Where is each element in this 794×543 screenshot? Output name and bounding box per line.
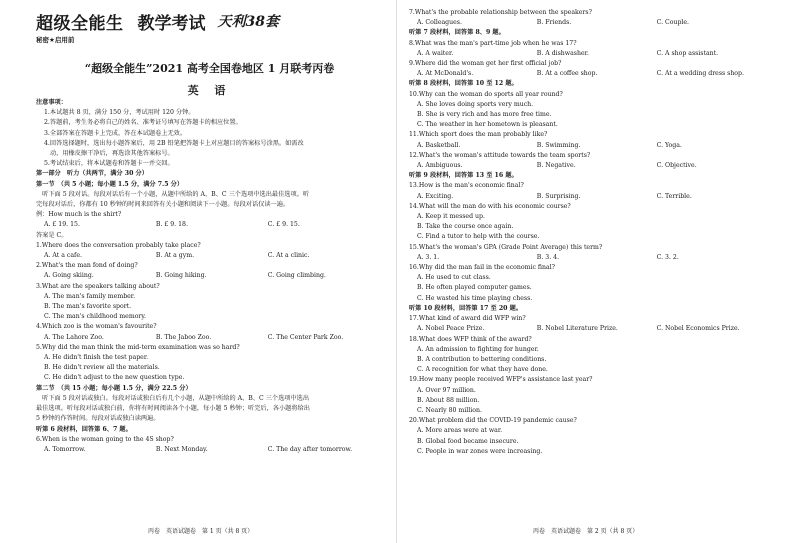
part1-heading: 第一部分 听力（共两节，满分 30 分） [36, 170, 148, 178]
option-b: B. The Jaboo Zoo. [155, 333, 212, 341]
option-c: C. Yoga. [656, 141, 682, 149]
question-10: 10.Why can the woman do sports all year round? [409, 90, 563, 98]
subject-title: 英 语 [187, 84, 232, 97]
option-a: A. Tomorrow. [44, 445, 86, 453]
option-a: A. Exciting. [417, 192, 454, 200]
brand-badge: 天利38套 [217, 14, 279, 30]
segment-9-heading: 听第 9 段材料，回答第 13 至 16 题。 [409, 172, 518, 180]
option-c: C. Objective. [656, 162, 697, 170]
question-4-options [36, 333, 383, 343]
question-13-options [409, 192, 780, 202]
option-c: C. The Center Park Zoo. [267, 333, 344, 341]
option-a: A. £ 19. 15. [44, 221, 80, 229]
option-a: A. An admission to fighting for hunger. [417, 345, 539, 353]
question-19: 19.How many people received WFP's assistance last year? [409, 376, 593, 384]
brand-header [36, 8, 383, 34]
option-a: A. He didn't finish the test paper. [44, 354, 149, 362]
segment-6-heading: 听第 6 段材料，回答第 6、7 题。 [36, 425, 132, 433]
option-a: A. At McDonald's. [417, 70, 474, 78]
segment-7-heading: 听第 7 段材料，回答第 8、9 题。 [409, 29, 505, 37]
option-b: B. 3. 4. [536, 253, 560, 261]
option-a: A. The man's family member. [44, 292, 136, 300]
option-a: A. Keep it messed up. [417, 213, 485, 221]
option-b: B. About 88 million. [417, 396, 480, 404]
question-11: 11.Which sport does the man probably like? [409, 131, 548, 139]
section1-instruction-1: 听下面 5 段对话。每段对话后有一个小题，从题中所给的 A、B、C 三个选项中选出最佳选项。听 [36, 190, 310, 198]
option-b: B. He didn't review all the materials. [44, 364, 160, 372]
example-options [36, 220, 383, 230]
notice-2: 2.答题前，考生务必将自己的姓名、准考证号填写在答题卡的相应位置。 [44, 119, 242, 127]
question-2: 2.What's the man fond of doing? [36, 262, 138, 270]
question-9: 9.Where did the woman get her first official job? [409, 60, 562, 68]
option-a: A. She loves doing sports very much. [417, 100, 534, 108]
page-footer: 丙卷 英语试题卷 第 1 页（共 8 页） [148, 528, 254, 535]
option-c: C. At a clinic. [267, 252, 310, 260]
question-1-options [36, 251, 383, 261]
exam-page-2 [397, 0, 794, 543]
option-b: B. Nobel Literature Prize. [536, 325, 618, 333]
notice-heading: 注意事项： [36, 99, 67, 106]
question-8: 8.What was the man's part-time job when he was 17? [409, 39, 577, 47]
segment-8-heading: 听第 8 段材料，回答第 10 至 12 题。 [409, 80, 518, 88]
option-a: A. Over 97 million. [417, 386, 476, 394]
option-c: C. The day after tomorrow. [267, 445, 353, 453]
page-footer: 丙卷 英语试题卷 第 2 页（共 8 页） [533, 528, 639, 535]
notice-3: 3.全部答案在答题卡上完成，答在本试题卷上无效。 [44, 129, 187, 137]
option-c: C. Terrible. [656, 192, 692, 200]
option-c: C. The weather in her hometown is pleasant. [417, 121, 558, 129]
question-12: 12.What's the woman's attitude towards the team sports? [409, 151, 591, 159]
question-20: 20.What problem did the COVID-19 pandemic cause? [409, 417, 577, 425]
question-17: 17.What kind of award did WFP win? [409, 315, 526, 323]
option-a: A. Basketball. [417, 141, 461, 149]
option-b: B. A dishwasher. [536, 49, 589, 57]
option-a: A. More areas were at war. [417, 427, 503, 435]
option-c: C. He didn't adjust to the new question type. [44, 374, 185, 382]
option-b: B. At a coffee shop. [536, 70, 598, 78]
question-1: 1.Where does the conversation probably take place? [36, 241, 201, 249]
brand-logo: 超级全能生 [36, 13, 124, 34]
option-c: C. Going climbing. [267, 272, 326, 280]
section2-instruction-3: 5 秒钟的作答时间。每段对话或独白读两遍。 [36, 415, 160, 423]
question-17-options [409, 324, 780, 334]
option-c: C. People in war zones were increasing. [417, 447, 543, 455]
section2-instruction-1: 听下面 5 段对话或独白。每段对话或独白后有几个小题，从题中所给的 A、B、C 三个选项中选出 [36, 394, 310, 402]
option-b: B. Friends. [536, 19, 572, 27]
option-c: C. Couple. [656, 19, 690, 27]
option-a: A. 3. 1. [417, 253, 440, 261]
question-15: 15.What's the woman's GPA (Grade Point Average) this term? [409, 243, 603, 251]
option-a: A. At a cafe. [44, 252, 82, 260]
question-3: 3.What are the speakers talking about? [36, 282, 160, 290]
option-c: C. A recognition for what they have done. [417, 366, 548, 374]
example-question: 例：How much is the shirt? [36, 211, 122, 219]
question-5: 5.Why did the man think the mid-term examination was so hard? [36, 343, 240, 351]
option-c: C. Nearly 80 million. [417, 406, 482, 414]
option-a: A. Nobel Peace Prize. [417, 325, 485, 333]
notice-4: 4.回答选择题时，选出每小题答案后，用 2B 铅笔把答题卡上对应题目的答案标号涂黑。如需改 [44, 139, 304, 147]
option-b: B. Global food became insecure. [417, 437, 519, 445]
notice-4-cont: 动，用橡皮擦干净后，再选涂其他答案标号。 [50, 150, 174, 158]
option-c: C. A shop assistant. [656, 49, 719, 57]
question-18: 18.What does WFP think of the award? [409, 335, 532, 343]
question-7-options [409, 18, 780, 28]
option-b: B. She is very rich and has more free time. [417, 111, 552, 119]
option-c: C. He wasted his time playing chess. [417, 294, 533, 302]
question-14: 14.What will the man do with his economic course? [409, 202, 571, 210]
option-b: B. Swimming. [536, 141, 581, 149]
section2-instruction-2: 最佳选项。听每段对话或独白前，你将有时间阅读各个小题，每小题 5 秒钟；听完后，各小题将给出 [36, 405, 310, 413]
question-6: 6.When is the woman going to the 4S shop? [36, 435, 174, 443]
option-a: A. Ambiguous. [417, 162, 463, 170]
question-12-options [409, 161, 780, 171]
notice-5: 5.考试结束后，将本试题卷和答题卡一并交回。 [44, 160, 174, 168]
option-b: B. He often played computer games. [417, 284, 532, 292]
secret-label: 秘密★启用前 [36, 36, 75, 44]
option-b: B. Negative. [536, 162, 576, 170]
question-16: 16.Why did the man fail in the economic final? [409, 264, 555, 272]
option-c: C. The man's childhood memory. [44, 313, 147, 321]
option-a: A. The Lahore Zoo. [44, 333, 104, 341]
option-c: C. £ 9. 15. [267, 221, 300, 229]
question-13: 13.How is the man's economic final? [409, 182, 524, 190]
question-6-options [36, 445, 383, 455]
option-a: A. He used to cut class. [417, 274, 491, 282]
example-answer: 答案是 C。 [36, 231, 68, 239]
option-a: A. Colleagues. [417, 19, 462, 27]
question-11-options [409, 141, 780, 151]
option-b: B. The man's favorite sport. [44, 303, 132, 311]
question-2-options [36, 271, 383, 281]
question-7: 7.What's the probable relationship between the speakers? [409, 9, 592, 16]
notice-1: 1.本试题共 8 页，满分 150 分，考试用时 120 分钟。 [44, 109, 195, 117]
option-b: B. A contribution to bettering conditions. [417, 355, 547, 363]
option-b: B. Surprising. [536, 192, 581, 200]
segment-10-heading: 听第 10 段材料，回答第 17 至 20 题。 [409, 304, 523, 312]
question-9-options [409, 69, 780, 79]
question-4: 4.Which zoo is the woman's favourite? [36, 323, 157, 331]
option-b: B. At a gym. [155, 252, 195, 260]
section1-heading: 第一节 （共 5 小题；每小题 1.5 分，满分 7.5 分） [36, 180, 184, 188]
option-c: C. Find a tutor to help with the course. [417, 233, 540, 241]
option-b: B. £ 9. 18. [155, 221, 188, 229]
option-a: A. Going skiing. [44, 272, 94, 280]
section2-heading: 第二节 （共 15 小题；每小题 1.5 分，满分 22.5 分） [36, 384, 192, 392]
option-c: C. At a wedding dress shop. [656, 70, 744, 78]
question-15-options [409, 253, 780, 263]
option-a: A. A waiter. [417, 49, 454, 57]
section1-instruction-2: 完每段对话后，你都有 10 秒钟的时间来回答有关小题和阅读下一小题。每段对话仅读一遍。 [36, 201, 290, 209]
option-b: B. Take the course once again. [417, 223, 514, 231]
option-b: B. Next Monday. [155, 445, 208, 453]
option-c: C. Nobel Economics Prize. [656, 325, 740, 333]
brand-subtitle: 教学考试 [137, 13, 206, 34]
question-8-options [409, 49, 780, 59]
exam-title: “超级全能生”2021 高考全国卷地区 1 月联考丙卷 [84, 62, 335, 75]
option-b: B. Going hiking. [155, 272, 207, 280]
option-c: C. 3. 2. [656, 253, 679, 261]
